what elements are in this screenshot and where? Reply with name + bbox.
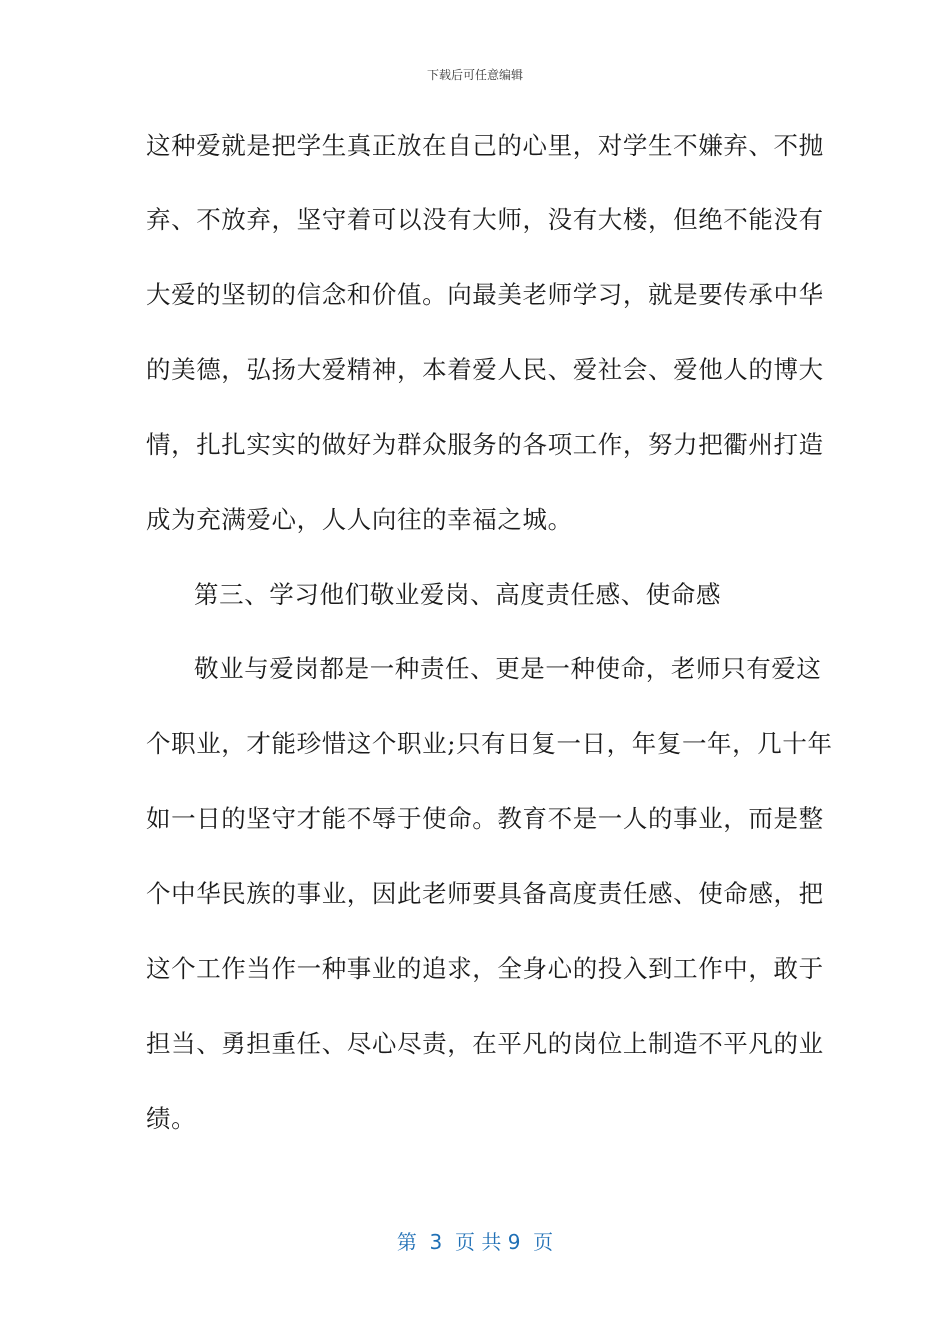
paragraph-line: 敬业与爱岗都是一种责任、更是一种使命，老师只有爱这	[194, 654, 822, 683]
paragraph-line: 情，扎扎实实的做好为群众服务的各项工作，努力把衢州打造	[146, 430, 824, 459]
paragraph-line: 如一日的坚守才能不辱于使命。教育不是一人的事业，而是整	[146, 804, 824, 833]
paragraph-line: 个职业，才能珍惜这个职业;只有日复一日，年复一年，几十年	[146, 729, 833, 758]
paragraph-line: 大爱的坚韧的信念和价值。向最美老师学习，就是要传承中华	[146, 280, 824, 309]
paragraph-line: 担当、勇担重任、尽心尽责，在平凡的岗位上制造不平凡的业	[146, 1029, 824, 1058]
section-heading: 第三、学习他们敬业爱岗、高度责任感、使命感	[194, 580, 722, 609]
paragraph-line: 的美德，弘扬大爱精神，本着爱人民、爱社会、爱他人的博大	[146, 355, 824, 384]
header-note: 下载后可任意编辑	[426, 68, 523, 82]
paragraph-line: 个中华民族的事业，因此老师要具备高度责任感、使命感，把	[146, 879, 824, 908]
paragraph-line: 成为充满爱心，人人向往的幸福之城。	[146, 505, 573, 534]
paragraph-line: 这种爱就是把学生真正放在自己的心里，对学生不嫌弃、不抛	[146, 131, 824, 160]
paragraph-line: 这个工作当作一种事业的追求，全身心的投入到工作中，敢于	[146, 954, 824, 983]
paragraph-line: 弃、不放弃，坚守着可以没有大师，没有大楼，但绝不能没有	[146, 205, 824, 234]
page-number: 第 3 页 共 9 页	[396, 1230, 554, 1254]
paragraph-line: 绩。	[146, 1104, 197, 1133]
